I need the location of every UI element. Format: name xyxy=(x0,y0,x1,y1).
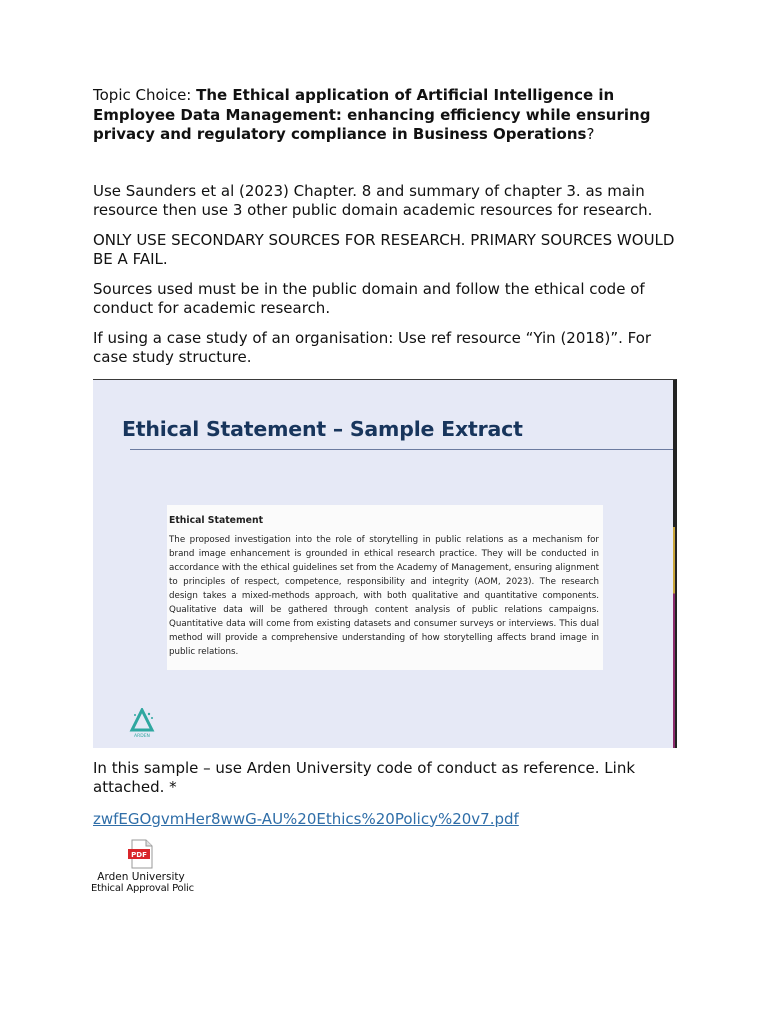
ethical-statement-extract xyxy=(167,505,603,670)
attachment-name-line2: Ethical Approval Polic xyxy=(91,883,194,894)
pdf-icon-label: PDF xyxy=(131,851,147,859)
attachment-name-line1: Arden University xyxy=(97,871,185,883)
extract-body: The proposed investigation into the role of storytelling in public relations as a mechanism for brand image enhancement is grounded in ethical research practice. They will be conducted in accordance with the ethical guidelines set from the Academy of Management, ensuring alignment to principles of respect, competence, responsibility and integrity (AOM, 2023). The research design takes a mixed-methods approach, with both qualitative and quantitative components. Qualitative data will be gathered through content analysis of public relations campaigns. Quantitative data will come from existing datasets and consumer surveys or interviews. This dual method will provide a comprehensive understanding of how storytelling affects brand image in public relations. xyxy=(169,534,599,658)
code-of-conduct-note: In this sample – use Arden University code of conduct as reference. Link attached. * xyxy=(93,758,636,796)
ethics-policy-link[interactable]: zwfEGOgvmHer8wwG-AU%20Ethics%20Policy%20v7.pdf xyxy=(93,809,519,828)
instruction-public-domain: Sources used must be in the public domain and follow the ethical code of conduct for academic research. xyxy=(93,279,645,317)
topic-suffix: ? xyxy=(586,125,595,143)
instruction-secondary-sources: ONLY USE SECONDARY SOURCES FOR RESEARCH. PRIMARY SOURCES WOULD BE A FAIL. xyxy=(93,230,675,268)
topic-title: The Ethical application of Artificial Intelligence in Employee Data Management: enhancing efficiency while ensuring privacy and regulatory compliance in Business Operations xyxy=(93,86,651,143)
slide-edge-decoration xyxy=(673,380,675,748)
slide-divider xyxy=(130,449,675,450)
slide-title: Ethical Statement – Sample Extract xyxy=(122,416,523,441)
logo-text: ARDEN xyxy=(134,733,150,739)
instruction-saunders: Use Saunders et al (2023) Chapter. 8 and summary of chapter 3. as main resource then use 3 other public domain academic resources for research. xyxy=(93,181,653,219)
extract-heading: Ethical Statement xyxy=(169,514,264,526)
instruction-case-study: If using a case study of an organisation: Use ref resource “Yin (2018)”. For case study structure. xyxy=(93,328,652,366)
topic-choice xyxy=(93,86,683,145)
arden-logo-icon xyxy=(129,708,155,740)
ethical-statement-slide-image xyxy=(93,379,677,748)
pdf-icon xyxy=(127,839,155,869)
document-page xyxy=(93,86,683,895)
topic-prefix: Topic Choice: xyxy=(93,86,197,104)
pdf-attachment[interactable] xyxy=(91,839,194,895)
